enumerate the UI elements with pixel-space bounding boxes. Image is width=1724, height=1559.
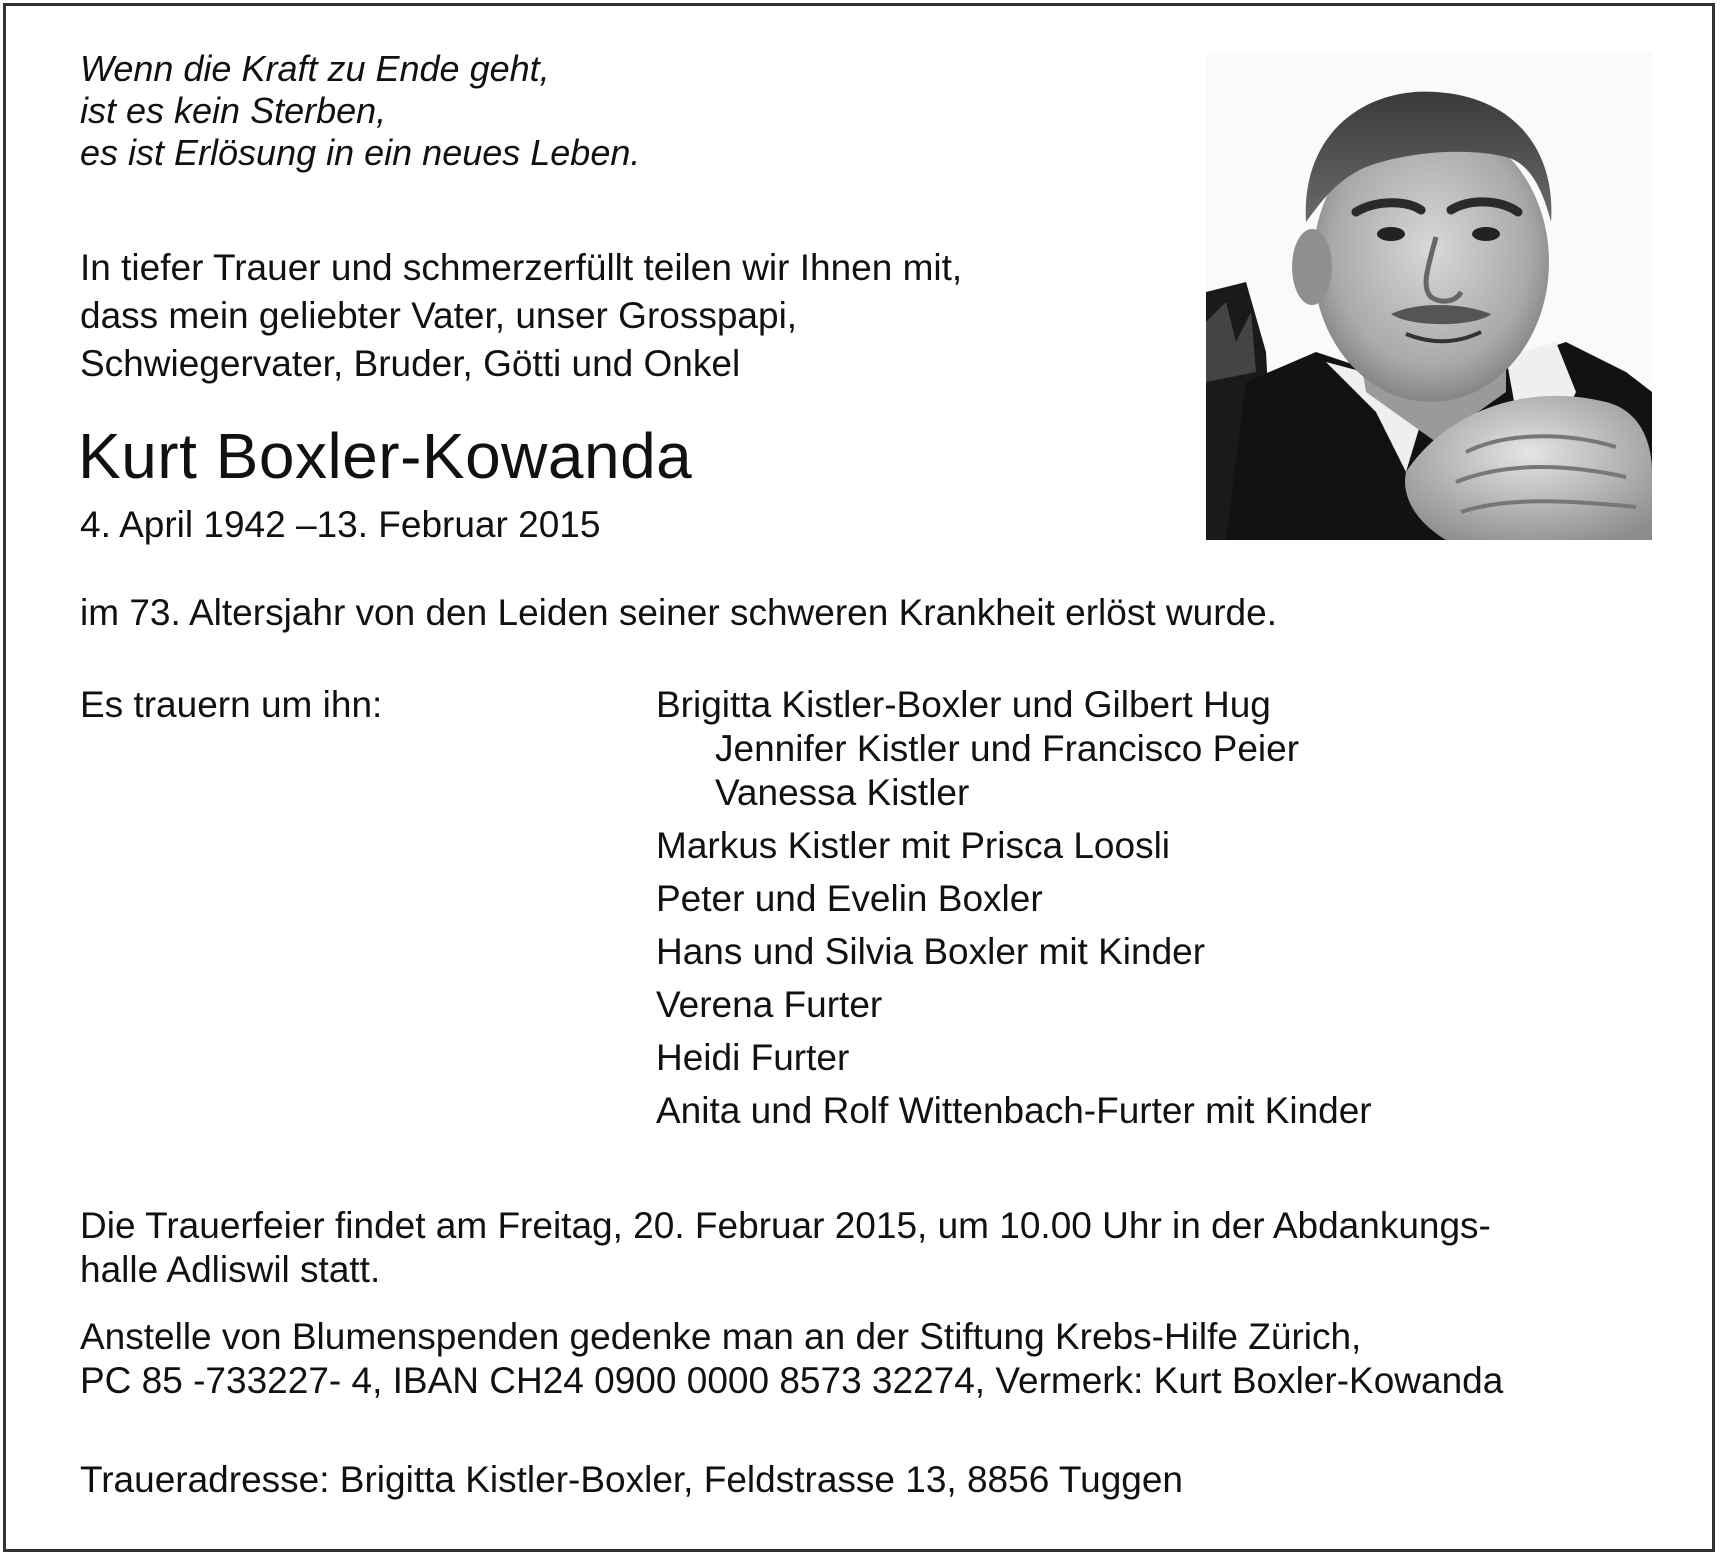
mourners-label: Es trauern um ihn: [80, 684, 383, 725]
mourner-entry: Brigitta Kistler-Boxler und Gilbert Hug [656, 684, 1271, 725]
mourner-entry: Anita und Rolf Wittenbach-Furter mit Kinder [656, 1090, 1372, 1131]
portrait-photo [1206, 52, 1652, 540]
mourning-address: Traueradresse: Brigitta Kistler-Boxler, Feldstrasse 13, 8856 Tuggen [80, 1459, 1184, 1500]
mourner-entry: Markus Kistler mit Prisca Loosli [656, 825, 1171, 866]
motto-line: es ist Erlösung in ein neues Leben. [80, 132, 641, 173]
ceremony-info [80, 1204, 1491, 1292]
motto-verse [80, 48, 640, 174]
motto-line: Wenn die Kraft zu Ende geht, [80, 48, 550, 89]
donation-line: Anstelle von Blumenspenden gedenke man an der Stiftung Krebs-Hilfe Zürich, [80, 1316, 1362, 1357]
life-dates: 4. April 1942 –13. Februar 2015 [80, 504, 601, 545]
donation-line: PC 85 -733227- 4, IBAN CH24 0900 0000 8573 32274, Vermerk: Kurt Boxler-Kowanda [80, 1360, 1504, 1401]
mourner-entry: Verena Furter [656, 984, 883, 1025]
intro-line: dass mein geliebter Vater, unser Grosspapi, [80, 295, 798, 336]
mourner-entry: Heidi Furter [656, 1037, 850, 1078]
intro-line: Schwiegervater, Bruder, Götti und Onkel [80, 343, 741, 384]
intro-text [80, 244, 962, 388]
mourner-entry: Jennifer Kistler und Francisco Peier [715, 728, 1300, 769]
mourners-list [656, 683, 1372, 1133]
released-text: im 73. Altersjahr von den Leiden seiner schweren Krankheit erlöst wurde. [80, 592, 1277, 633]
mourner-entry: Vanessa Kistler [715, 772, 970, 813]
ceremony-line: Die Trauerfeier findet am Freitag, 20. Februar 2015, um 10.00 Uhr in der Abdankungs- [80, 1205, 1491, 1246]
donation-info [80, 1315, 1503, 1403]
motto-line: ist es kein Sterben, [80, 90, 387, 131]
mourner-entry: Hans und Silvia Boxler mit Kinder [656, 931, 1206, 972]
intro-line: In tiefer Trauer und schmerzerfüllt teilen wir Ihnen mit, [80, 247, 963, 288]
deceased-name: Kurt Boxler-Kowanda [78, 420, 693, 492]
ceremony-line: halle Adliswil statt. [80, 1249, 381, 1290]
mourner-entry: Peter und Evelin Boxler [656, 878, 1043, 919]
